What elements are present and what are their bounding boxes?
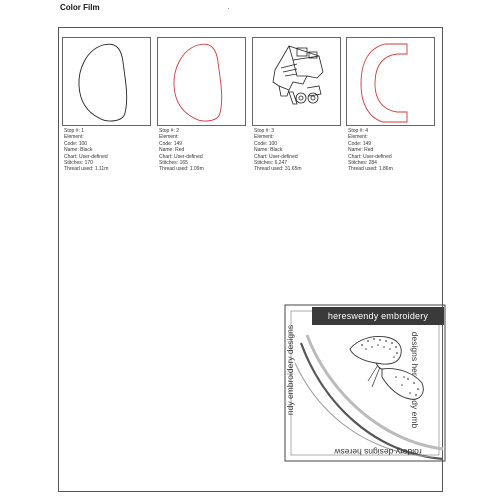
watermark-text-bottom: roidery designs heresw [334, 447, 422, 457]
stop-1-shape [79, 44, 127, 121]
stop-element: Element: [348, 134, 368, 141]
watermark-text-top: hereswendy embroidery [312, 307, 444, 325]
stop-thread: Thread used: 1.86m [348, 166, 393, 173]
stop-element: Element: [254, 134, 274, 141]
stop-preview-2 [157, 37, 246, 126]
stop-number: Stop #: 3 [254, 128, 275, 134]
stop-preview-4 [346, 37, 435, 126]
stop-name: Name: Black [254, 147, 283, 154]
stop-stitches: Stitches: 284 [348, 160, 377, 167]
stop-3-shape [273, 46, 323, 104]
stop-name: Name: Red [348, 147, 374, 154]
stop-info-2 [159, 128, 251, 173]
stop-4-shape [361, 44, 407, 122]
stop-info-3 [254, 128, 346, 173]
stop-stitches: Stitches: 165 [159, 160, 188, 167]
stop-element: Element: [64, 134, 84, 141]
stop-name: Name: Red [159, 147, 185, 154]
stop-element: Element: [159, 134, 179, 141]
stop-2-shape [174, 44, 222, 121]
stop-code: Code: 100 [254, 140, 278, 147]
stop-code: Code: 100 [64, 140, 88, 147]
page-title: Color Film [60, 3, 100, 12]
stop-thread: Thread used: 1.09m [159, 166, 204, 173]
stop-number: Stop #: 4 [348, 128, 369, 134]
stop-info-4 [348, 128, 440, 173]
stop-preview-1 [62, 37, 151, 126]
page-mark [228, 8, 229, 9]
stop-preview-3 [252, 37, 341, 126]
stop-chart: Chart: User-defined [348, 153, 392, 160]
stop-info-1 [64, 128, 156, 173]
butterfly-illustration [342, 325, 434, 407]
stop-code: Code: 149 [348, 140, 372, 147]
stop-number: Stop #: 1 [64, 128, 85, 134]
stop-stitches: Stitches: 170 [64, 160, 93, 167]
stop-thread: Thread used: 31.65m [254, 166, 302, 173]
stop-chart: Chart: User-defined [159, 153, 203, 160]
stop-chart: Chart: User-defined [64, 153, 108, 160]
stop-name: Name: Black [64, 147, 93, 154]
watermark-text-left: ndy embroidery designs [285, 324, 295, 416]
stop-code: Code: 149 [159, 140, 183, 147]
stop-stitches: Stitches: 6,247 [254, 160, 288, 167]
stop-chart: Chart: User-defined [254, 153, 298, 160]
stop-thread: Thread used: 1.11m [64, 166, 109, 173]
stop-number: Stop #: 2 [159, 128, 180, 134]
